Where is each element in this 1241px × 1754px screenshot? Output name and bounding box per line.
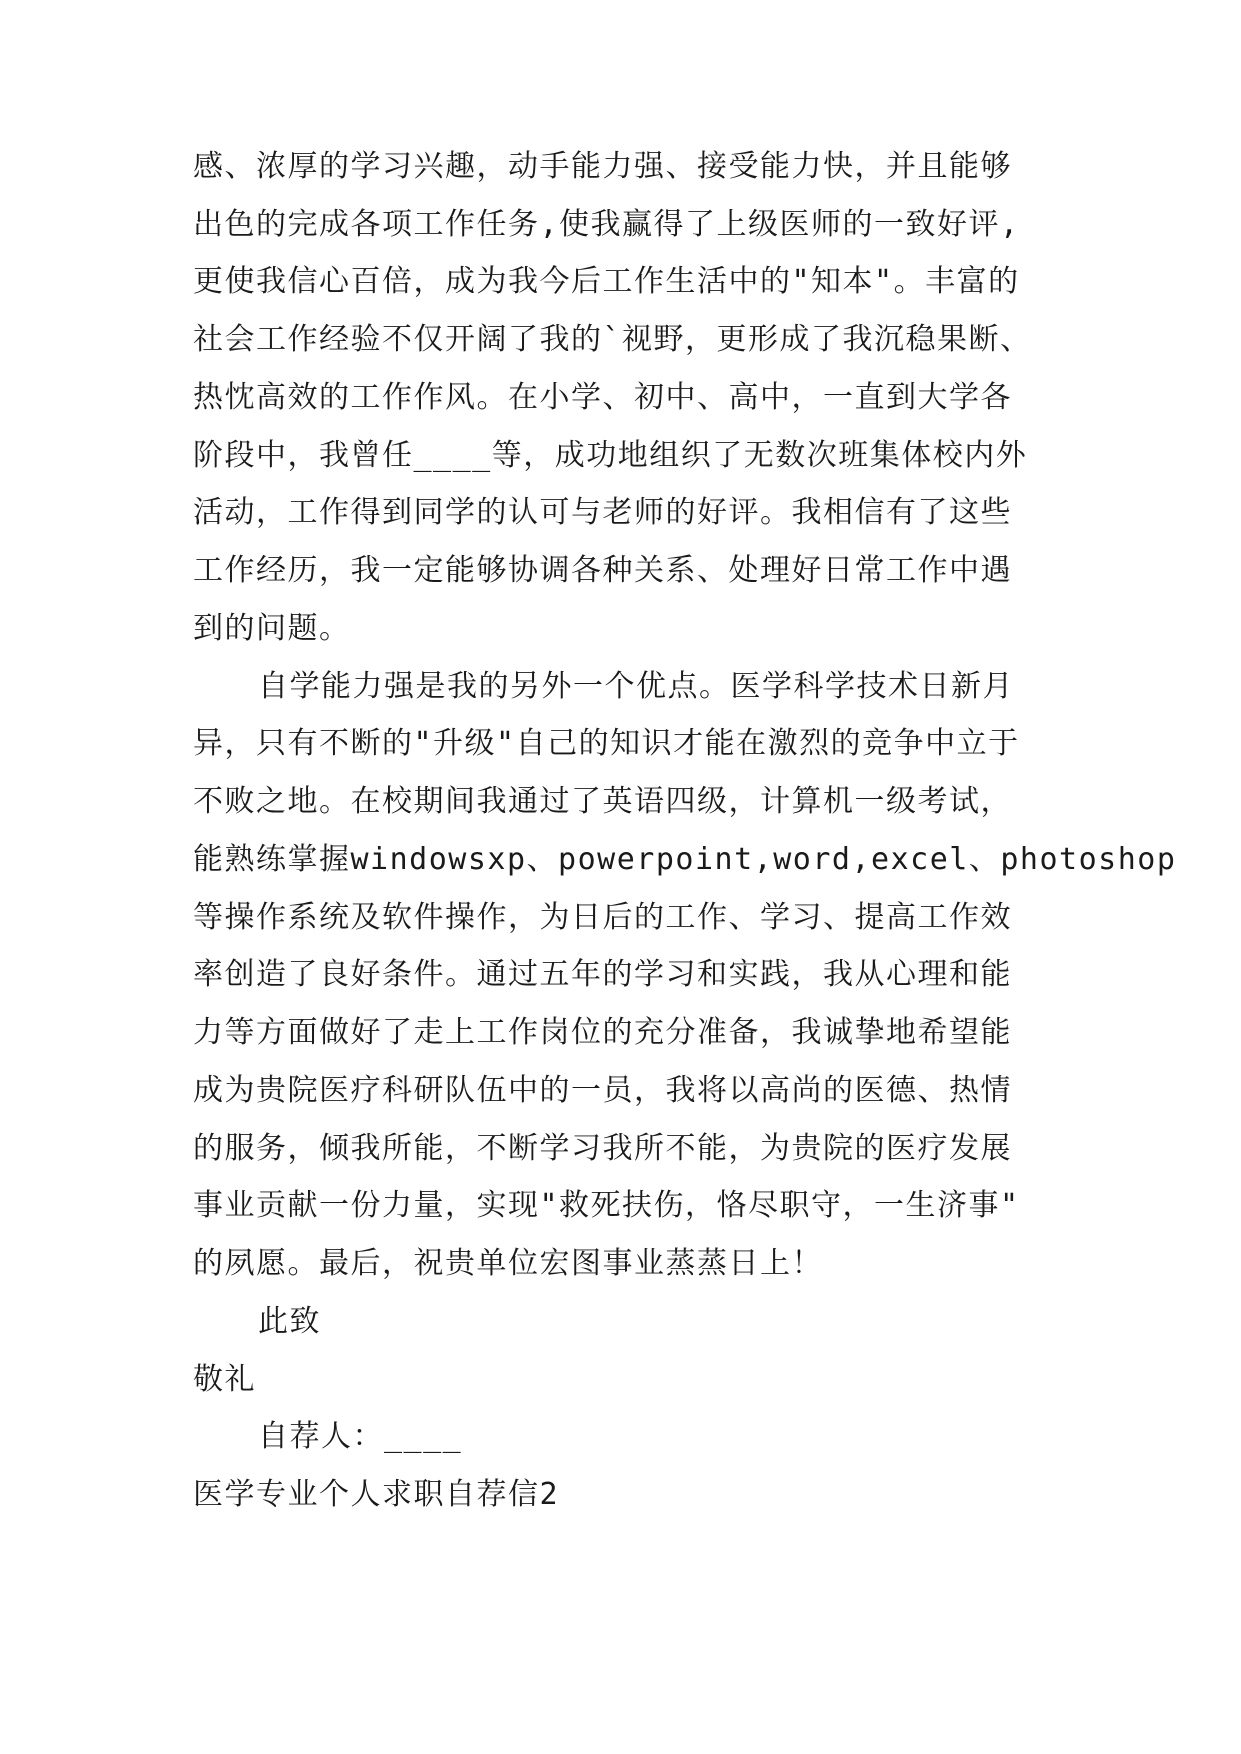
text-line: 异，只有不断的"升级"自己的知识才能在激烈的竞争中立于: [193, 726, 1020, 761]
text-line: 活动，工作得到同学的认可与老师的好评。我相信有了这些: [193, 495, 1012, 530]
text-line: 的夙愿。最后，祝贵单位宏图事业蒸蒸日上！: [193, 1246, 823, 1281]
text-line: 更使我信心百倍，成为我今后工作生活中的"知本"。丰富的: [193, 264, 1020, 299]
text-line: 到的问题。: [193, 611, 351, 646]
closing-salutation: 此致: [258, 1304, 321, 1339]
section-heading: 医学专业个人求职自荐信2: [193, 1477, 560, 1512]
text-line: 的服务，倾我所能，不断学习我所不能，为贵院的医疗发展: [193, 1131, 1012, 1166]
text-line: 不败之地。在校期间我通过了英语四级，计算机一级考试，: [193, 784, 1012, 819]
text-line: 能熟练掌握windowsxp、powerpoint,word,excel、photoshop: [193, 842, 1177, 877]
text-line: 出色的完成各项工作任务,使我赢得了上级医师的一致好评,: [193, 207, 1020, 242]
text-line: 阶段中，我曾任____等，成功地组织了无数次班集体校内外: [193, 438, 1028, 473]
paragraph-start-line: 自学能力强是我的另外一个优点。医学科学技术日新月: [258, 669, 1014, 704]
text-line: 工作经历，我一定能够协调各种关系、处理好日常工作中遇: [193, 553, 1012, 588]
text-line: 力等方面做好了走上工作岗位的充分准备，我诚挚地希望能: [193, 1015, 1012, 1050]
text-line: 社会工作经验不仅开阔了我的`视野，更形成了我沉稳果断、: [193, 322, 1032, 357]
text-line: 成为贵院医疗科研队伍中的一员，我将以高尚的医德、热情: [193, 1073, 1012, 1108]
signature-line: 自荐人：____: [258, 1419, 463, 1454]
text-line: 事业贡献一份力量，实现"救死扶伤，恪尽职守，一生济事": [193, 1188, 1020, 1223]
text-line: 等操作系统及软件操作，为日后的工作、学习、提高工作效: [193, 900, 1012, 935]
text-line: 感、浓厚的学习兴趣，动手能力强、接受能力快，并且能够: [193, 149, 1012, 184]
closing-regards: 敬礼: [193, 1362, 256, 1397]
text-line: 热忱高效的工作作风。在小学、初中、高中，一直到大学各: [193, 380, 1012, 415]
text-line: 率创造了良好条件。通过五年的学习和实践，我从心理和能: [193, 957, 1012, 992]
